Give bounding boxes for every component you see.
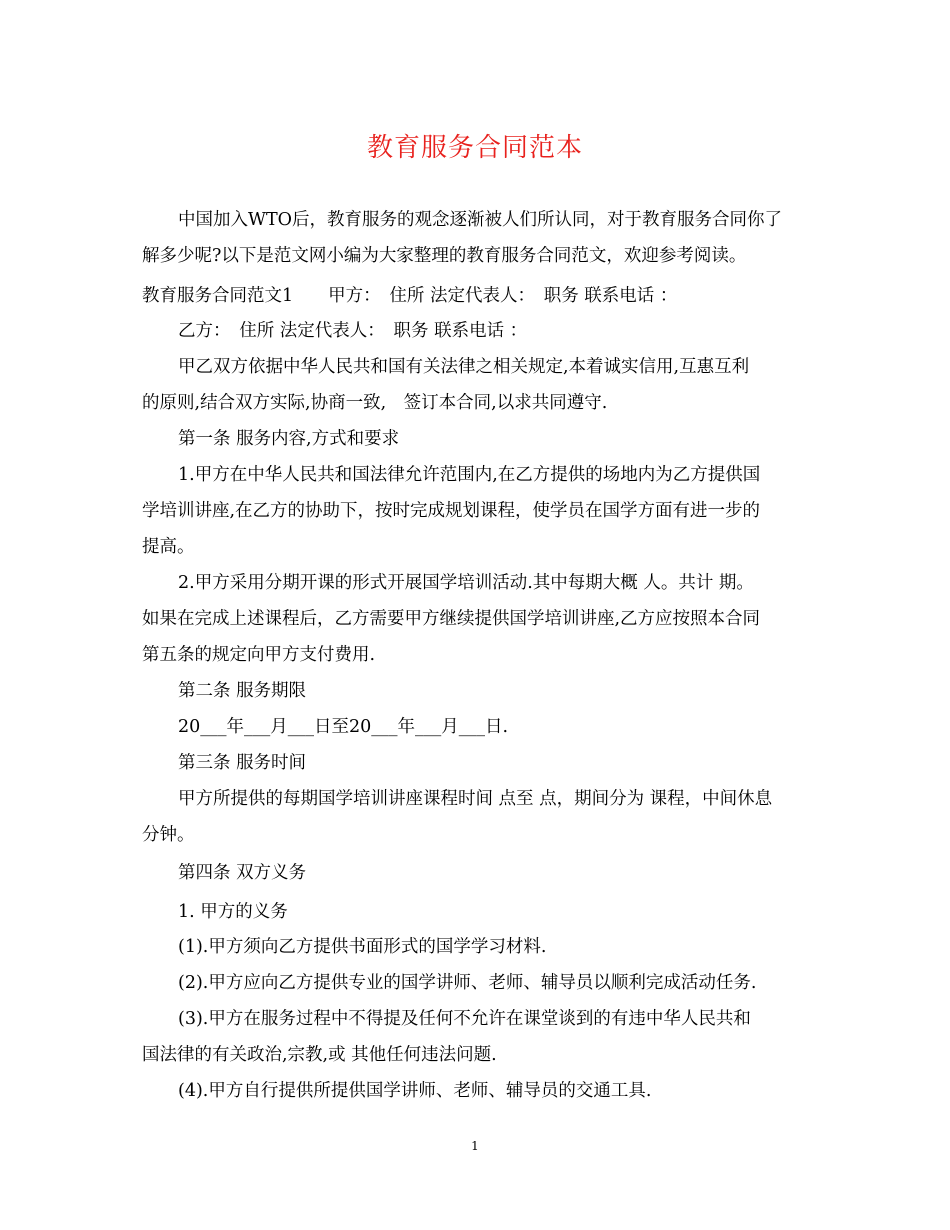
paragraph-line: 甲方所提供的每期国学培训讲座课程时间 点至 点，期间分为 课程，中间休息 — [178, 789, 773, 809]
paragraph-line: (2).甲方应向乙方提供专业的国学讲师、老师、辅导员以顺利完成活动任务. — [178, 973, 757, 993]
paragraph-line: 的原则,结合双方实际,协商一致, 签订本合同,以求共同遵守. — [142, 393, 608, 413]
paragraph-line: (3).甲方在服务过程中不得提及任何不允许在课堂谈到的有违中华人民共和 — [178, 1009, 751, 1029]
paragraph-line: 甲乙双方依据中华人民共和国有关法律之相关规定,本着诚实信用,互惠互利 — [178, 357, 750, 377]
section-heading: 第二条 服务期限 — [178, 681, 307, 701]
paragraph-line: 学培训讲座,在乙方的协助下，按时完成规划课程，使学员在国学方面有进一步的 — [142, 501, 761, 521]
paragraph-line: (1).甲方须向乙方提供书面形式的国学学习材料. — [178, 937, 547, 957]
section-heading: 第三条 服务时间 — [178, 753, 307, 773]
paragraph-line: 中国加入WTO后，教育服务的观念逐渐被人们所认同，对于教育服务合同你了 — [178, 210, 783, 230]
paragraph-line: 第五条的规定向甲方支付费用. — [142, 645, 376, 665]
paragraph-line: 教育服务合同范文1 甲方： 住所 法定代表人： 职务 联系电话 ： — [142, 286, 678, 306]
paragraph-line: 分钟。 — [142, 825, 195, 845]
paragraph-line: 20___年___月___日至20___年___月___日. — [178, 717, 509, 737]
paragraph-line: 1. 甲方的义务 — [178, 902, 288, 922]
paragraph-line: 2.甲方采用分期开课的形式开展国学培训活动.其中每期大概 人。共计 期。 — [178, 573, 754, 593]
section-heading: 第四条 双方义务 — [178, 863, 307, 883]
paragraph-line: (4).甲方自行提供所提供国学讲师、老师、辅导员的交通工具. — [178, 1081, 652, 1101]
paragraph-line: 提高。 — [142, 537, 195, 557]
paragraph-line: 国法律的有关政治,宗教,或 其他任何违法问题. — [142, 1045, 497, 1065]
page-number: 1 — [471, 1139, 479, 1153]
paragraph-line: 乙方： 住所 法定代表人： 职务 联系电话 ： — [178, 321, 528, 341]
paragraph-line: 解多少呢?以下是范文网小编为大家整理的教育服务合同范文，欢迎参考阅读。 — [142, 246, 747, 266]
document-title: 教育服务合同范本 — [366, 133, 583, 163]
paragraph-line: 如果在完成上述课程后，乙方需要甲方继续提供国学培训讲座,乙方应按照本合同 — [142, 609, 761, 629]
paragraph-line: 1.甲方在中华人民共和国法律允许范围内,在乙方提供的场地内为乙方提供国 — [178, 465, 761, 485]
section-heading: 第一条 服务内容,方式和要求 — [178, 429, 400, 449]
